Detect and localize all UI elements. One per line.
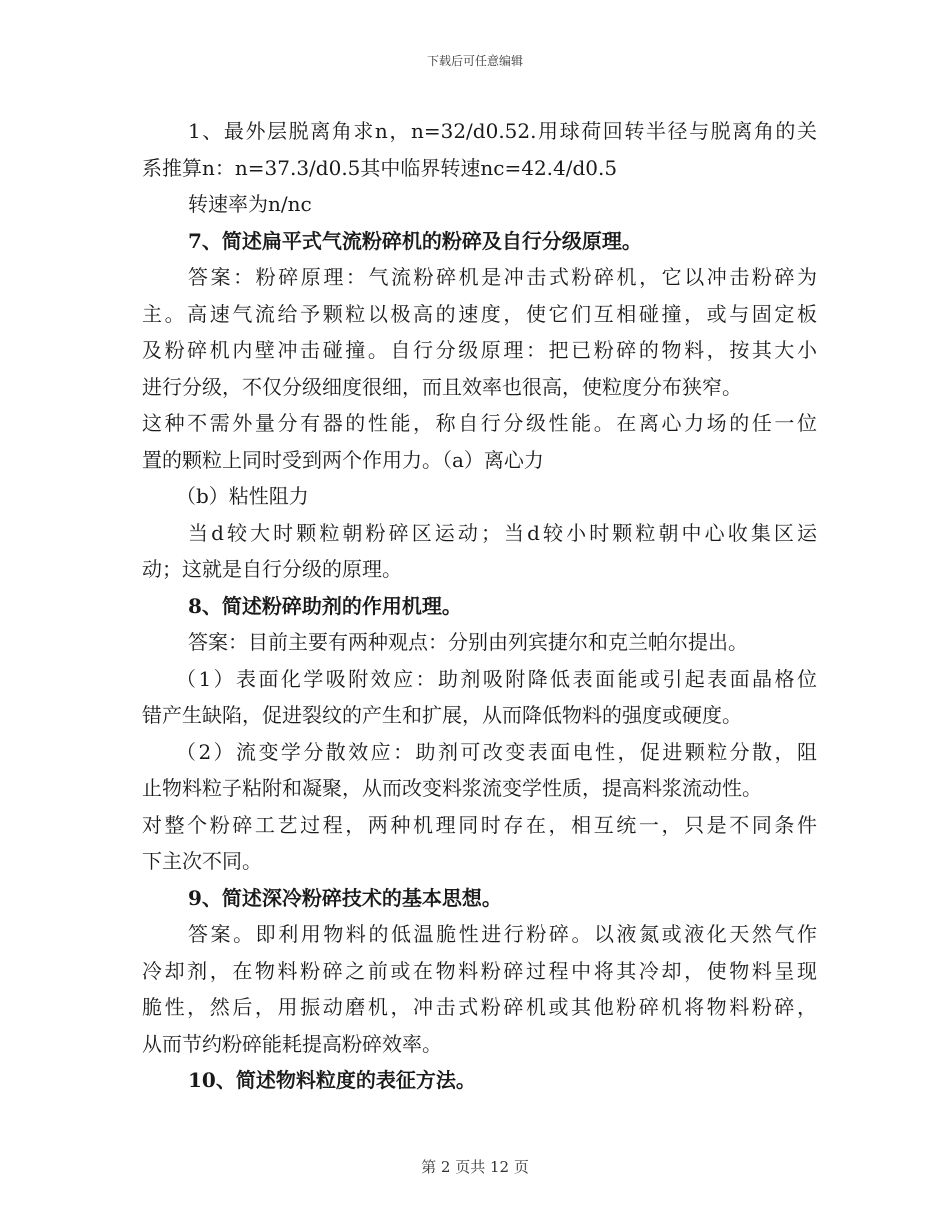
text-line: 对整个粉碎工艺过程，两种机理同时存在，相互统一，只是不同条件 [142, 812, 817, 837]
text-line: （b）粘性阻力 [176, 484, 309, 508]
text-line: 答案。即利用物料的低温脆性进行粉碎。以液氮或液化天然气作 [188, 922, 817, 946]
text-line: 进行分级，不仅分级细度很细，而且效率也很高，使粒度分布狭窄。 [142, 374, 742, 399]
text-line: 这种不需外量分有器的性能，称自行分级性能。在离心力场的任一位 [142, 411, 817, 435]
question-heading: 10、简述物料粒度的表征方法。 [188, 1068, 476, 1092]
text-line: 脆性，然后，用振动磨机，冲击式粉碎机或其他粉碎机将物料粉碎， [142, 995, 817, 1019]
text-line: 下主次不同。 [142, 849, 262, 873]
text-line: 答案：目前主要有两种观点：分别由列宾捷尔和克兰帕尔提出。 [188, 630, 748, 654]
text-line: 及粉碎机内壁冲击碰撞。自行分级原理：把已粉碎的物料，按其大小 [142, 338, 817, 362]
text-line: 系推算n：n=37.3/d0.5其中临界转速nc=42.4/d0.5 [142, 155, 618, 180]
question-heading: 9、简述深冷粉碎技术的基本思想。 [188, 885, 502, 910]
text-line: 当d较大时颗粒朝粉碎区运动；当d较小时颗粒朝中心收集区运 [188, 520, 817, 545]
text-line: 冷却剂，在物料粉碎之前或在物料粉碎过程中将其冷却，使物料呈现 [142, 958, 817, 983]
text-line: 答案：粉碎原理：气流粉碎机是冲击式粉碎机，它以冲击粉碎为 [188, 265, 817, 289]
text-line: 置的颗粒上同时受到两个作用力。（a）离心力 [142, 447, 544, 472]
question-heading: 7、简述扁平式气流粉碎机的粉碎及自行分级原理。 [188, 228, 642, 253]
text-line: 转速率为n/nc [188, 192, 312, 216]
text-line: 动；这就是自行分级的原理。 [142, 557, 402, 581]
text-line: 止物料粒子粘附和凝聚，从而改变料浆流变学性质，提高料浆流动性。 [142, 776, 762, 800]
document-body [142, 113, 817, 1099]
text-line: 错产生缺陷，促进裂纹的产生和扩展，从而降低物料的强度或硬度。 [142, 703, 742, 727]
question-heading: 8、简述粉碎助剂的作用机理。 [188, 593, 462, 618]
page-header: 下载后可任意编辑 [426, 54, 523, 68]
text-line: （2）流变学分散效应：助剂可改变表面电性，促进颗粒分散，阻 [176, 739, 817, 764]
text-line: （1）表面化学吸附效应：助剂吸附降低表面能或引起表面晶格位 [176, 666, 817, 691]
text-line: 主。高速气流给予颗粒以极高的速度，使它们互相碰撞，或与固定板 [142, 301, 817, 326]
text-line: 从而节约粉碎能耗提高粉碎效率。 [142, 1031, 442, 1056]
page-footer: 第 2 页共 12 页 [421, 1158, 529, 1176]
text-line: 1、最外层脱离角求n，n=32/d0.52.用球荷回转半径与脱离角的关 [188, 119, 817, 143]
